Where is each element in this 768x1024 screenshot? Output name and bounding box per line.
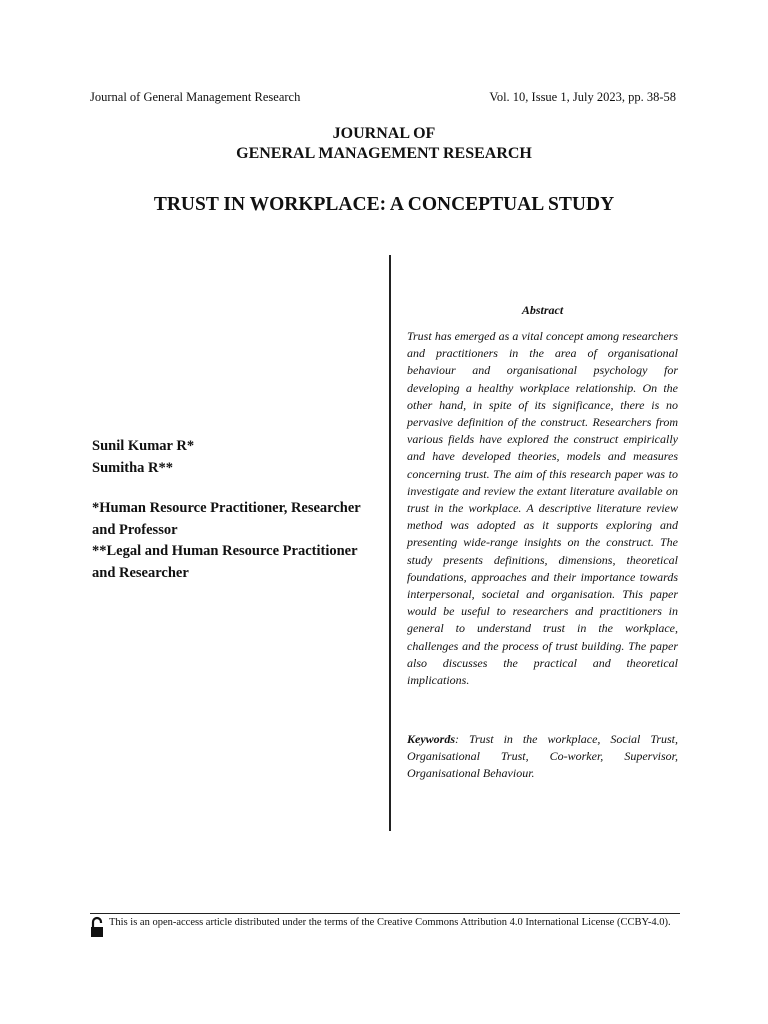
keywords [407, 731, 678, 783]
author-list [92, 436, 194, 479]
column-divider [389, 255, 391, 831]
journal-title-line2: GENERAL MANAGEMENT RESEARCH [236, 145, 532, 162]
author-name: Sunil Kumar R* [92, 438, 195, 454]
author-affiliations [92, 498, 382, 584]
author-name: Sumitha R** [92, 459, 173, 476]
keywords-label: Keywords [407, 732, 455, 746]
running-header-issue: Vol. 10, Issue 1, July 2023, pp. 38-58 [489, 90, 676, 104]
running-header-journal: Journal of General Management Research [90, 90, 301, 104]
open-lock-icon [90, 916, 104, 938]
journal-title [0, 124, 768, 164]
affiliation: *Human Resource Practitioner, Researcher and Professor [92, 500, 361, 538]
keywords-text: : Trust in the workplace, Social Trust, Organisational Trust, Co-worker, Supervisor, Organisational Behaviour. [407, 732, 678, 781]
footer-divider [90, 913, 680, 914]
license-notice: This is an open-access article distributed under the terms of the Creative Commons Attribution 4.0 International License (CCBY-4.0). [109, 917, 671, 928]
abstract-heading: Abstract [521, 303, 564, 317]
abstract-text: Trust has emerged as a vital concept among researchers and practitioners in the area of organisational behaviour and organisational psychology for developing a healthy workplace relationship. On the other hand, in spite of its significance, there is no pervasive definition of the construct. Researchers from various fields have explored the construct empirically and have developed theories, models and measures concerning trust. The aim of this research paper was to investigate and review the extant literature available on trust in the workplace. A descriptive literature review method was adopted as it supports exploring and presenting wide-range insights on the construct. The study presents definitions, dimensions, theoretical foundations, approaches and their importance towards interpersonal, societal and organisation. This paper would be useful to researchers and practitioners in general to understand trust in the workplace, challenges and the process of trust building. The paper also discusses the practical and theoretical implications. [407, 329, 678, 688]
paper-title: TRUST IN WORKPLACE: A CONCEPTUAL STUDY [153, 194, 615, 215]
journal-title-line1: JOURNAL OF [332, 125, 436, 142]
affiliation: **Legal and Human Resource Practitioner and Researcher [92, 543, 358, 581]
